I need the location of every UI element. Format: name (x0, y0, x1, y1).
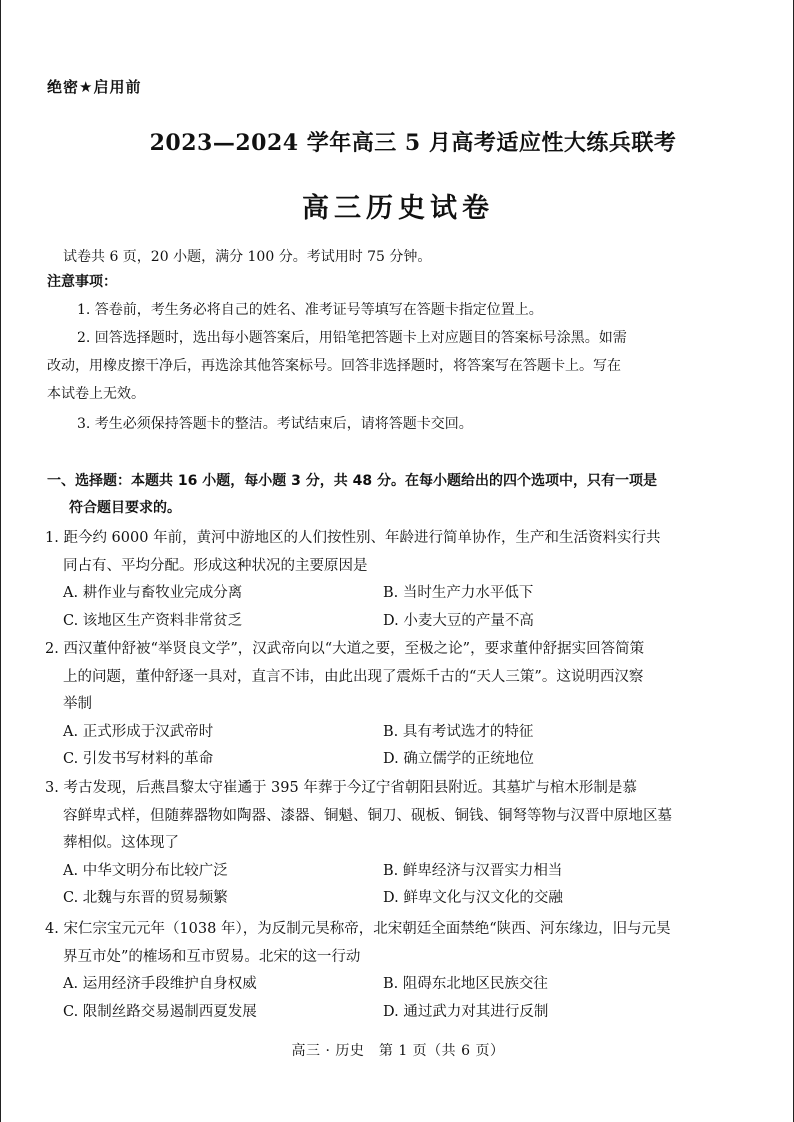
option-group (45, 858, 705, 913)
option-b: B. 具有考试选才的特征 (383, 723, 534, 740)
subject-title: 高三历史试卷 (302, 193, 494, 224)
page-footer: 高三 · 历史 第 1 页（共 6 页） (291, 1043, 505, 1059)
secret-label: 绝密★启用前 (47, 78, 142, 96)
option-a: A. 耕作业与畜牧业完成分离 (63, 585, 243, 601)
option-a: A. 中华文明分布比较广泛 (63, 862, 228, 879)
option-group (45, 719, 705, 774)
exam-title: 2023—2024 学年高三 5 月高考适应性大练兵联考 (149, 130, 677, 156)
option-a: A. 运用经济手段维护自身权威 (63, 976, 257, 992)
section-heading (47, 468, 707, 522)
option-group (45, 580, 705, 635)
question-1 (45, 525, 705, 635)
option-c: C. 北魏与东晋的贸易频繁 (63, 890, 228, 906)
option-c: C. 该地区生产资料非常贫乏 (63, 612, 243, 629)
notice-item-1: 1. 答卷前，考生务必将自己的姓名、准考证号等填写在答题卡指定位置上。 (77, 302, 543, 318)
question-stem-line: 上的问题，董仲舒逐一具对，直言不讳，由此出现了震烁千古的“天人三策”。这说明西汉察 (63, 668, 644, 685)
question-stem-line: 同占有、平均分配。形成这种状况的主要原因是 (63, 557, 368, 574)
question-2 (45, 636, 705, 774)
question-stem-line: 界互市处”的榷场和互市贸易。北宋的这一行动 (63, 948, 361, 965)
question-stem-line: 举制 (63, 696, 92, 712)
question-4 (45, 916, 705, 1026)
notice-label: 注意事项： (47, 274, 117, 290)
option-group (45, 971, 705, 1026)
exam-summary: 试卷共 6 页，20 小题，满分 100 分。考试用时 75 分钟。 (63, 249, 432, 265)
option-b: B. 当时生产力水平低下 (383, 585, 534, 601)
option-d: D. 通过武力对其进行反制 (383, 1003, 549, 1020)
option-a: A. 正式形成于汉武帝时 (63, 723, 214, 740)
notice-item-2-line-1: 2. 回答选择题时，选出每小题答案后，用铅笔把答题卡上对应题目的答案标号涂黑。如需 (77, 330, 627, 346)
notice-item-3: 3. 考生必须保持答题卡的整洁。考试结束后，请将答题卡交回。 (77, 416, 473, 432)
option-b: B. 阻碍东北地区民族交往 (383, 976, 548, 992)
option-d: D. 确立儒学的正统地位 (383, 751, 534, 767)
question-stem-line: 3. 考古发现，后燕昌黎太守崔遹于 395 年葬于今辽宁省朝阳县附近。其墓圹与棺木形制是慕 (45, 780, 637, 796)
option-c: C. 引发书写材料的革命 (63, 751, 214, 767)
question-stem-line: 容鲜卑式样，但随葬器物如陶器、漆器、铜魁、铜刀、砚板、铜钱、铜弩等物与汉晋中原地区墓 (63, 807, 672, 824)
section-heading-line-2: 符合题目要求的。 (69, 500, 181, 516)
option-d: D. 鲜卑文化与汉文化的交融 (383, 890, 563, 906)
question-3 (45, 775, 705, 913)
question-stem-line: 葬相似。这体现了 (63, 835, 179, 851)
question-stem-line: 2. 西汉董仲舒被“举贤良文学”，汉武帝向以“大道之要，至极之论”，要求董仲舒据实回答简策 (45, 641, 645, 657)
option-c: C. 限制丝路交易遏制西夏发展 (63, 1003, 257, 1020)
notice-item-2-line-3: 本试卷上无效。 (47, 386, 145, 402)
question-stem-line: 4. 宋仁宗宝元元年（1038 年），为反制元昊称帝，北宋朝廷全面禁绝“陕西、河东缘边，旧与元昊 (45, 921, 671, 937)
option-b: B. 鲜卑经济与汉晋实力相当 (383, 862, 563, 879)
notice-item-2-line-2: 改动，用橡皮擦干净后，再选涂其他答案标号。回答非选择题时，将答案写在答题卡上。写在 (47, 358, 621, 374)
question-stem-line: 1. 距今约 6000 年前，黄河中游地区的人们按性别、年龄进行简单协作，生产和生活资料实行共 (45, 530, 661, 546)
section-heading-line-1: 一、选择题：本题共 16 小题，每小题 3 分，共 48 分。在每小题给出的四个选项中，只有一项是 (47, 473, 657, 489)
option-d: D. 小麦大豆的产量不高 (383, 612, 534, 629)
